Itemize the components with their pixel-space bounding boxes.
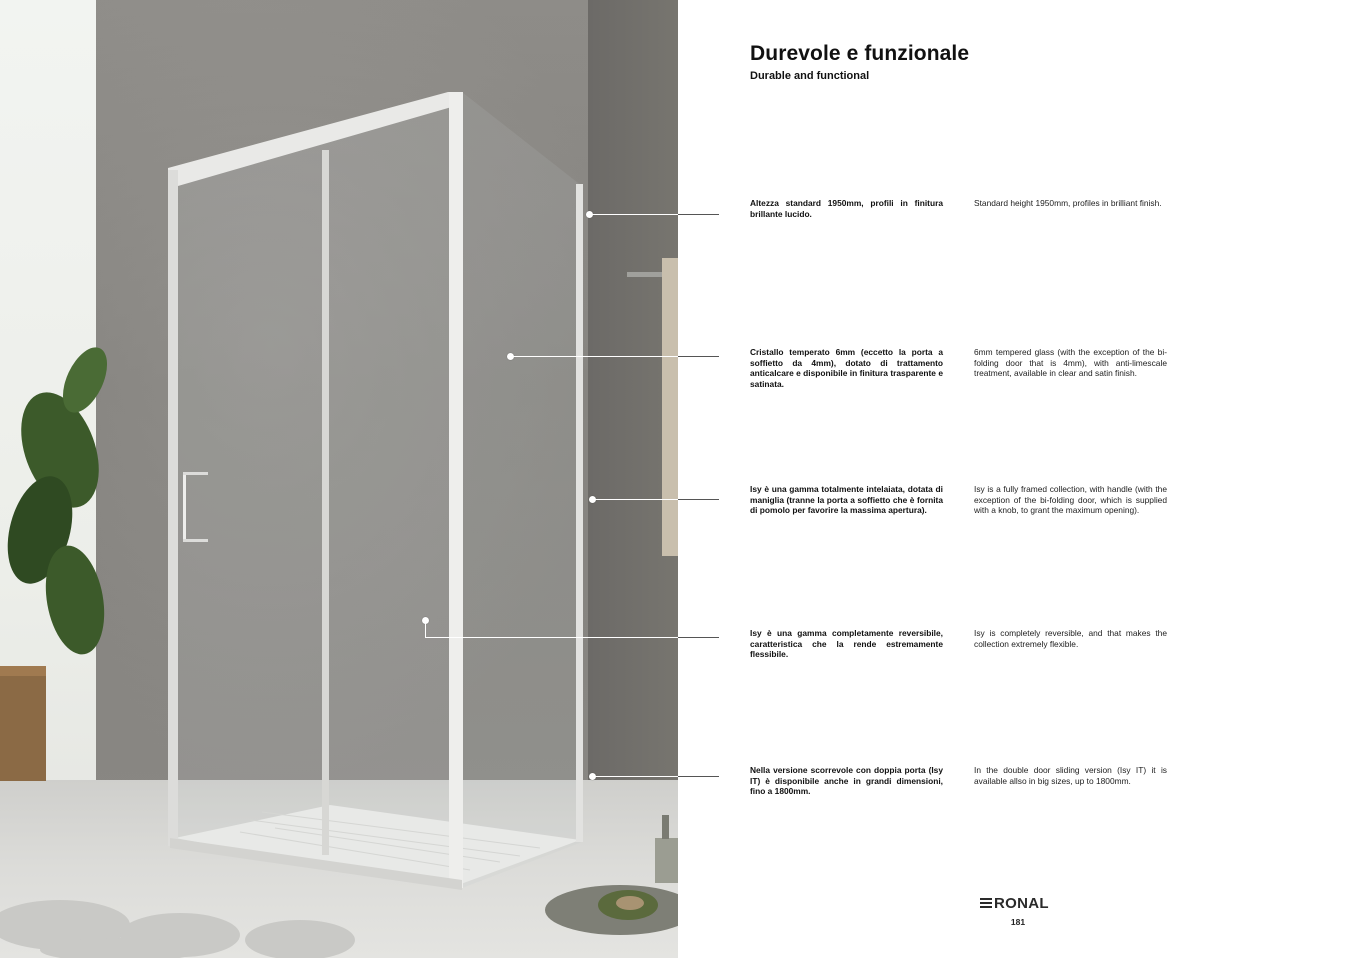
callout-line-4-vertical: [425, 620, 426, 637]
center-profile: [322, 150, 329, 855]
callout-line-1-ext: [678, 214, 719, 215]
callout-line-1: [590, 214, 678, 215]
feature-1-english: Standard height 1950mm, profiles in brilliant finish.: [974, 198, 1162, 208]
feature-5-english: In the double door sliding version (Isy IT) it is available allso in big sizes, up to 1800mm.: [974, 765, 1167, 786]
feature-5-italian: Nella versione scorrevole con doppia porta (Isy IT) è disponibile anche in grandi dimensioni, fino a 1800mm.: [750, 765, 943, 797]
callout-line-5-ext: [678, 776, 719, 777]
feature-3-english: Isy is a fully framed collection, with handle (with the exception of the bi-folding door, which is supplied with a knob, to grant the maximum opening).: [974, 484, 1167, 516]
feature-2-english: 6mm tempered glass (with the exception of the bi-folding door that is 4mm), with anti-limescale treatment, available in clear and satin finish.: [974, 347, 1167, 379]
side-post: [576, 184, 583, 842]
left-profile: [168, 170, 178, 846]
page-title: Durevole e funzionale: [750, 42, 970, 65]
page-subtitle: Durable and functional: [750, 70, 870, 82]
feature-4-english: Isy is completely reversible, and that makes the collection extremely flexible.: [974, 628, 1167, 649]
rug: [0, 900, 355, 958]
towel-rail: [627, 272, 667, 277]
callout-line-4: [425, 637, 678, 638]
wooden-stool: [0, 666, 46, 781]
corner-post: [449, 92, 463, 888]
ronal-logo-icon: [980, 897, 992, 909]
callout-line-3: [593, 499, 678, 500]
soap-bottle: [655, 838, 678, 883]
ronal-logo: [980, 894, 1049, 912]
door-handle: [183, 472, 186, 542]
feature-4-italian: Isy è una gamma completamente reversibile, caratteristica che la rende estremamente flessibile.: [750, 628, 943, 660]
side-glass-panel: [462, 92, 582, 888]
callout-line-3-ext: [678, 499, 719, 500]
plant: [0, 341, 116, 659]
ronal-logo-text: RONAL: [994, 894, 1049, 912]
callout-line-5: [593, 776, 678, 777]
towel: [662, 258, 678, 556]
page-number: 181: [1010, 917, 1026, 927]
callout-line-2-ext: [678, 356, 719, 357]
feature-2-italian: Cristallo temperato 6mm (eccetto la porta a soffietto da 4mm), dotato di trattamento anticalcare e disponibile in finitura trasparente e satinata.: [750, 347, 943, 389]
callout-line-4-ext: [678, 637, 719, 638]
feature-3-italian: Isy è una gamma totalmente intelaiata, dotata di maniglia (tranne la porta a soffietto che è fornita di pomolo per favorire la massima apertura).: [750, 484, 943, 516]
callout-line-2: [511, 356, 678, 357]
front-glass-panel: [170, 92, 462, 888]
feature-1-italian: Altezza standard 1950mm, profili in finitura brillante lucido.: [750, 198, 943, 219]
